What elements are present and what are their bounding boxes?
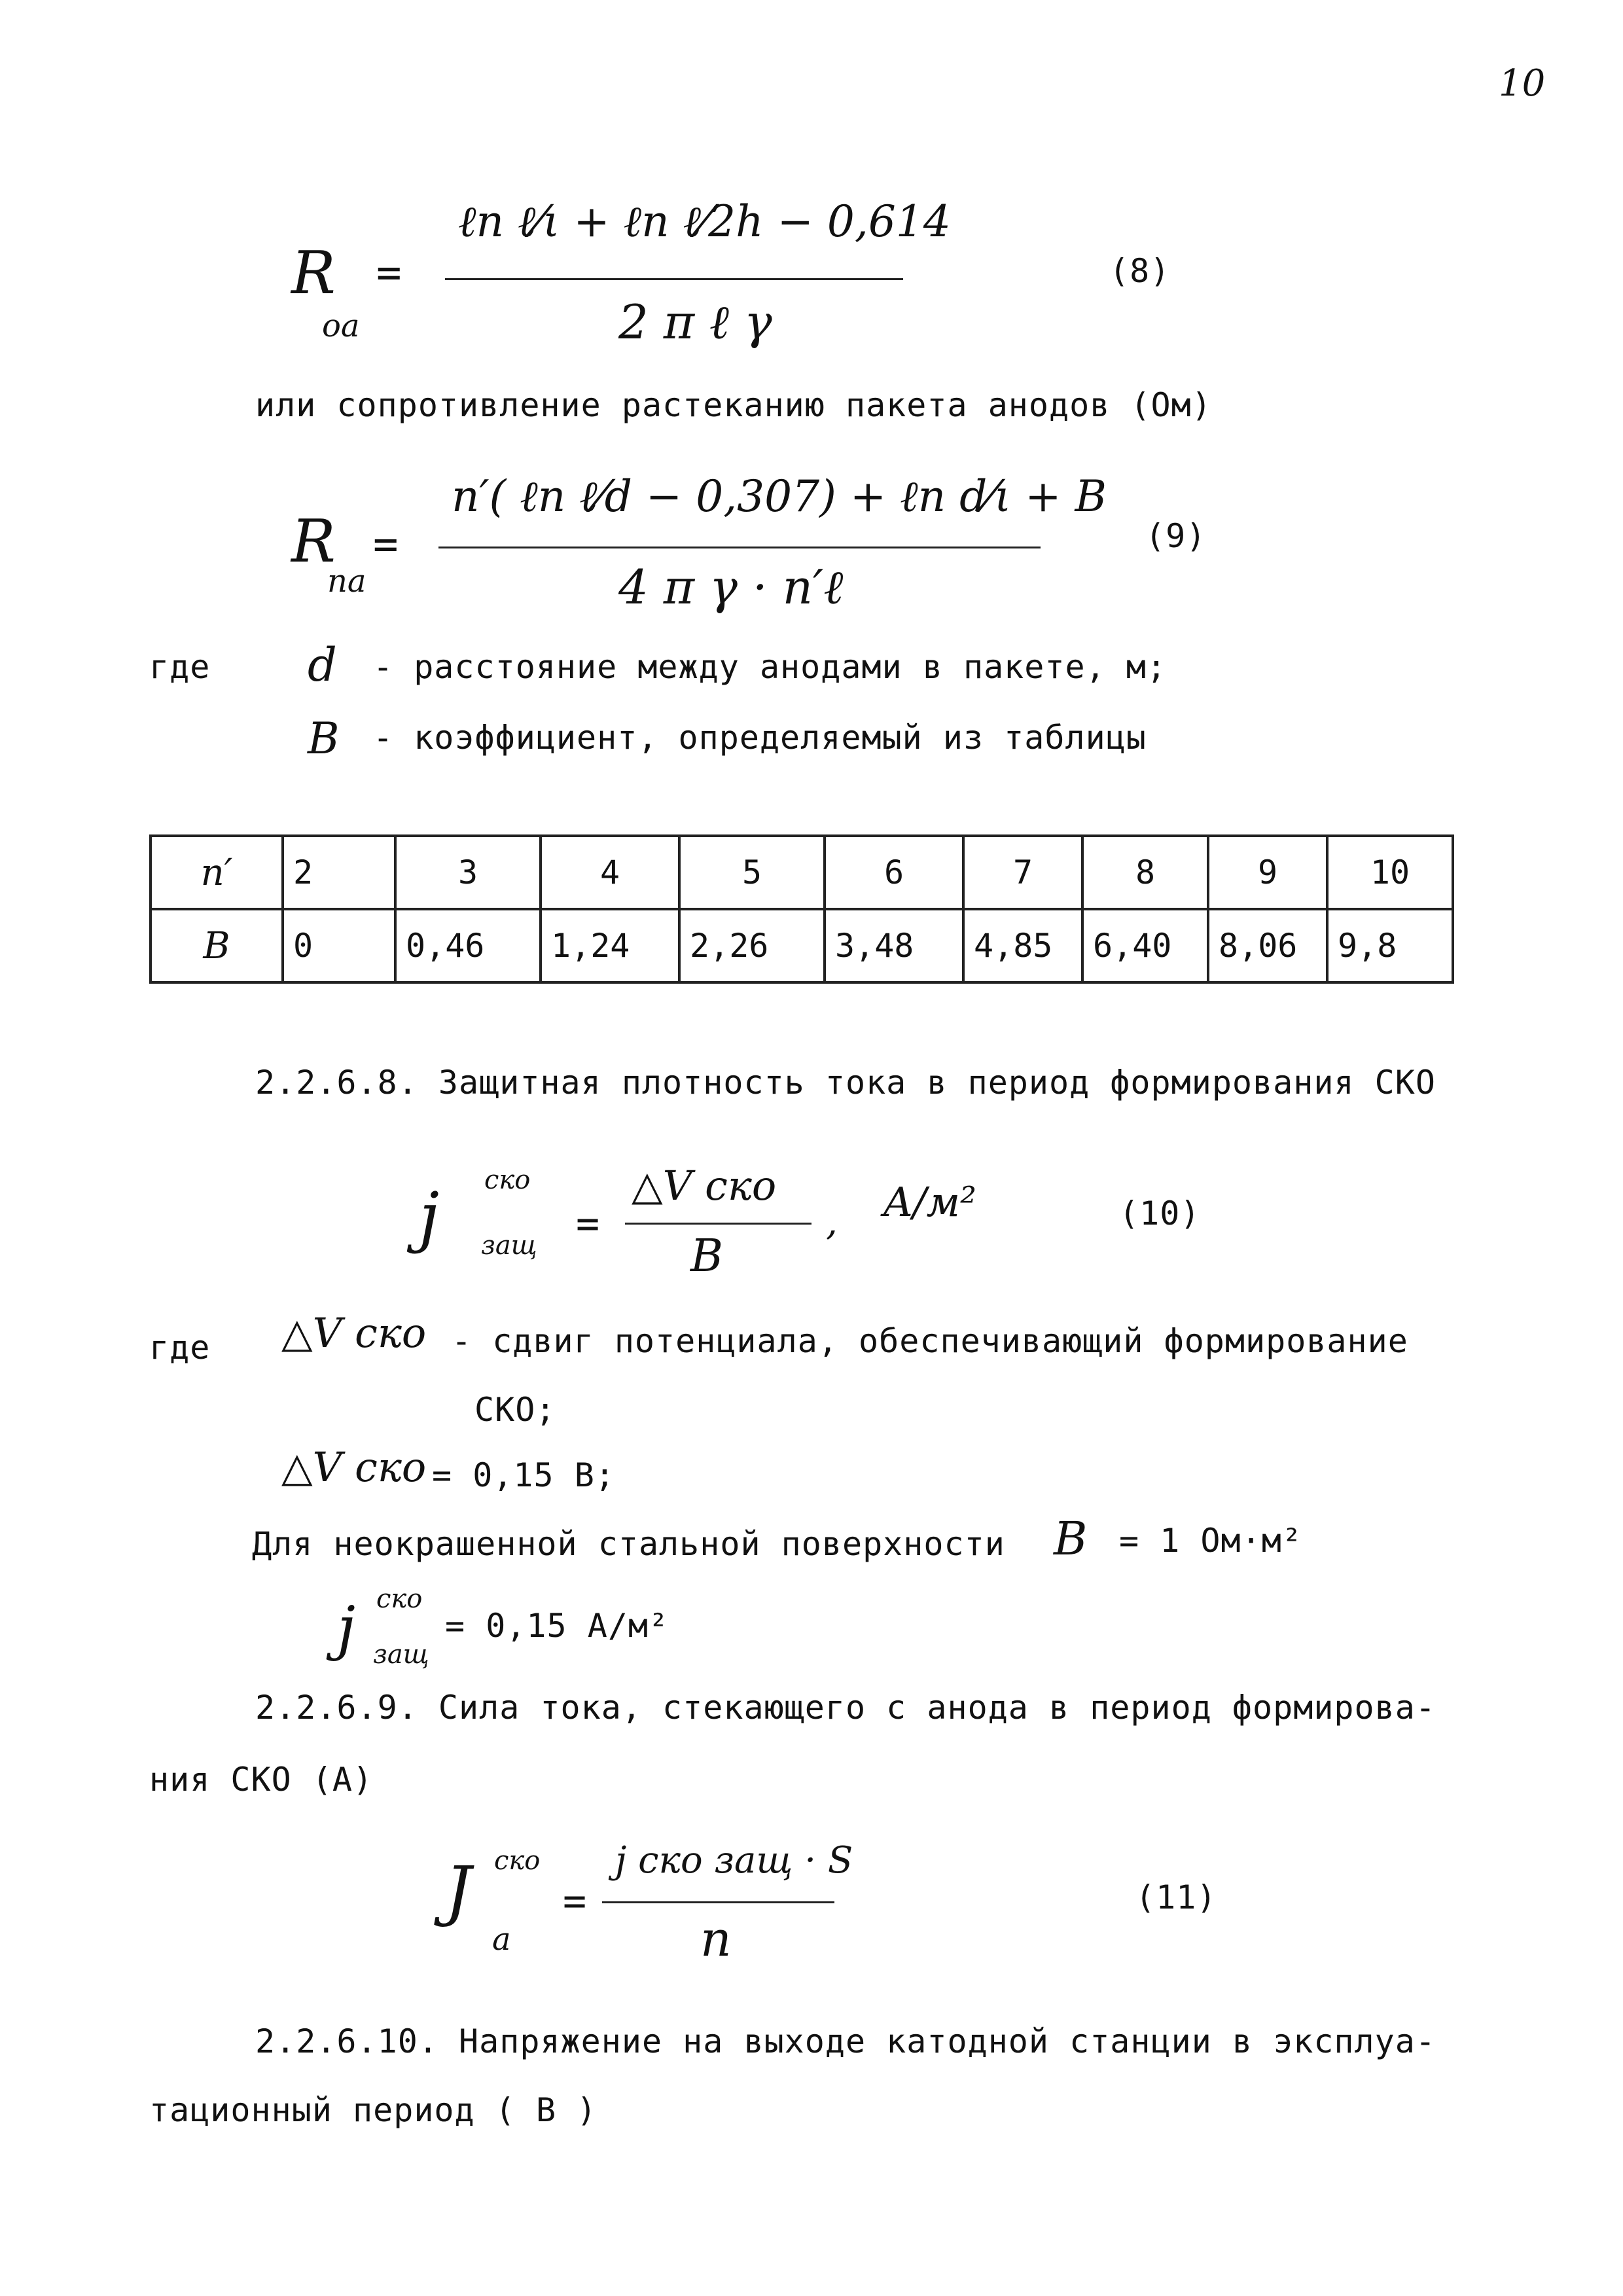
page-number: 10: [1499, 62, 1546, 105]
table-cell: 6: [825, 836, 963, 909]
eq11-equals: =: [563, 1878, 588, 1924]
eq8-fraction-bar: [445, 278, 903, 280]
eq10-equals: =: [576, 1201, 601, 1247]
eq9-fraction-bar: [438, 547, 1041, 548]
table-cell: 2,26: [679, 909, 825, 982]
table-cell: 8: [1082, 836, 1208, 909]
jvalue-sub: защ: [373, 1640, 429, 1670]
jvalue-sup: ско: [376, 1584, 423, 1614]
text-or-resistance: или сопротивление растеканию пакета анодов (Ом): [255, 386, 1212, 424]
eq11-numerator: j ско защ · S: [615, 1839, 853, 1882]
jvalue-sym: j: [337, 1594, 355, 1662]
table-cell: 0: [283, 909, 395, 982]
where2-desc-line2: СКО;: [474, 1391, 556, 1429]
where-label-1: где: [149, 648, 211, 686]
section-22610-line2: тационный период ( B ): [149, 2091, 597, 2129]
coefficient-table: [149, 834, 1454, 984]
table-cell: 9,8: [1327, 909, 1453, 982]
table-cell: 3,48: [825, 909, 963, 982]
table-cell: 1,24: [541, 909, 679, 982]
eq10-units: A/м²: [883, 1178, 976, 1226]
eq11-fraction-bar: [602, 1901, 834, 1903]
where-sym-d: d: [308, 638, 337, 692]
eq10-denominator: B: [690, 1230, 723, 1282]
eq10-lhs-sup: ско: [484, 1165, 531, 1195]
unpainted-sym-b: B: [1054, 1512, 1088, 1566]
eq9-number: (9): [1145, 517, 1207, 555]
eq9-equals: =: [373, 520, 399, 569]
where2-value-sym: △V ско: [281, 1443, 427, 1491]
eq8-numerator: ℓn ℓ⁄ι + ℓn ℓ⁄2h − 0,614: [458, 196, 951, 247]
eq8-equals: =: [376, 249, 402, 297]
eq8-number: (8): [1109, 252, 1171, 290]
eq10-comma: ,: [826, 1201, 838, 1244]
eq8-lhs: R: [291, 239, 336, 308]
eq9-denominator: 4 π γ · n′ℓ: [618, 560, 844, 615]
where2-desc-line1: - сдвиг потенциала, обеспечивающий формирование: [452, 1322, 1408, 1360]
table-cell: 3: [395, 836, 541, 909]
section-22610-line1: 2.2.6.10. Напряжение на выходе катодной станции в эксплуа-: [255, 2022, 1436, 2060]
table-cell: 0,46: [395, 909, 541, 982]
eq9-numerator: n′( ℓn ℓ⁄d − 0,307) + ℓn d⁄ι + B: [452, 471, 1107, 522]
where-sym-b: B: [308, 713, 340, 764]
table-cell: 9: [1208, 836, 1327, 909]
section-2268-heading: 2.2.6.8. Защитная плотность тока в период формирования СКО: [255, 1064, 1436, 1102]
eq10-number: (10): [1119, 1194, 1201, 1232]
eq10-lhs-sub: защ: [481, 1230, 537, 1261]
eq9-lhs-sub: па: [327, 563, 366, 600]
section-2269-line1: 2.2.6.9. Сила тока, стекающего с анода в период формирова-: [255, 1689, 1436, 1727]
eq11-lhs-sub: а: [492, 1921, 511, 1958]
eq10-numerator: △V ско: [632, 1162, 777, 1210]
table-cell: 6,40: [1082, 909, 1208, 982]
eq11-lhs: J: [445, 1852, 472, 1929]
table-cell: 4,85: [963, 909, 1082, 982]
table-cell: 7: [963, 836, 1082, 909]
table-row-b: [151, 909, 1453, 982]
where-desc-d: - расстояние между анодами в пакете, м;: [373, 648, 1167, 686]
table-cell: 4: [541, 836, 679, 909]
section-2269-line2: ния СКО (А): [149, 1761, 374, 1799]
eq8-denominator: 2 π ℓ γ: [618, 295, 772, 350]
jvalue-value: = 0,15 А/м²: [445, 1607, 669, 1645]
eq8-lhs-sub: оа: [322, 308, 360, 344]
table-cell: 10: [1327, 836, 1453, 909]
where2-sym: △V ско: [281, 1309, 427, 1357]
eq11-denominator: n: [700, 1911, 732, 1967]
where-desc-b: - коэффициент, определяемый из таблицы: [373, 719, 1147, 757]
table-header-b: B: [151, 909, 283, 982]
eq11-lhs-sup: ско: [494, 1846, 541, 1876]
unpainted-value: = 1 Ом·м²: [1119, 1522, 1302, 1560]
unpainted-steel-text: Для неокрашенной стальной поверхности: [252, 1525, 1005, 1563]
where-label-2: где: [149, 1329, 211, 1367]
table-cell: 8,06: [1208, 909, 1327, 982]
eq11-number: (11): [1135, 1878, 1217, 1916]
table-cell: 5: [679, 836, 825, 909]
where2-value: = 0,15 В;: [432, 1456, 615, 1494]
table-header-n: n′: [151, 836, 283, 909]
table-row-n: [151, 836, 1453, 909]
eq9-lhs: R: [291, 507, 336, 576]
eq10-lhs: j: [419, 1178, 440, 1255]
table-cell: 2: [283, 836, 395, 909]
eq10-fraction-bar: [625, 1223, 812, 1225]
